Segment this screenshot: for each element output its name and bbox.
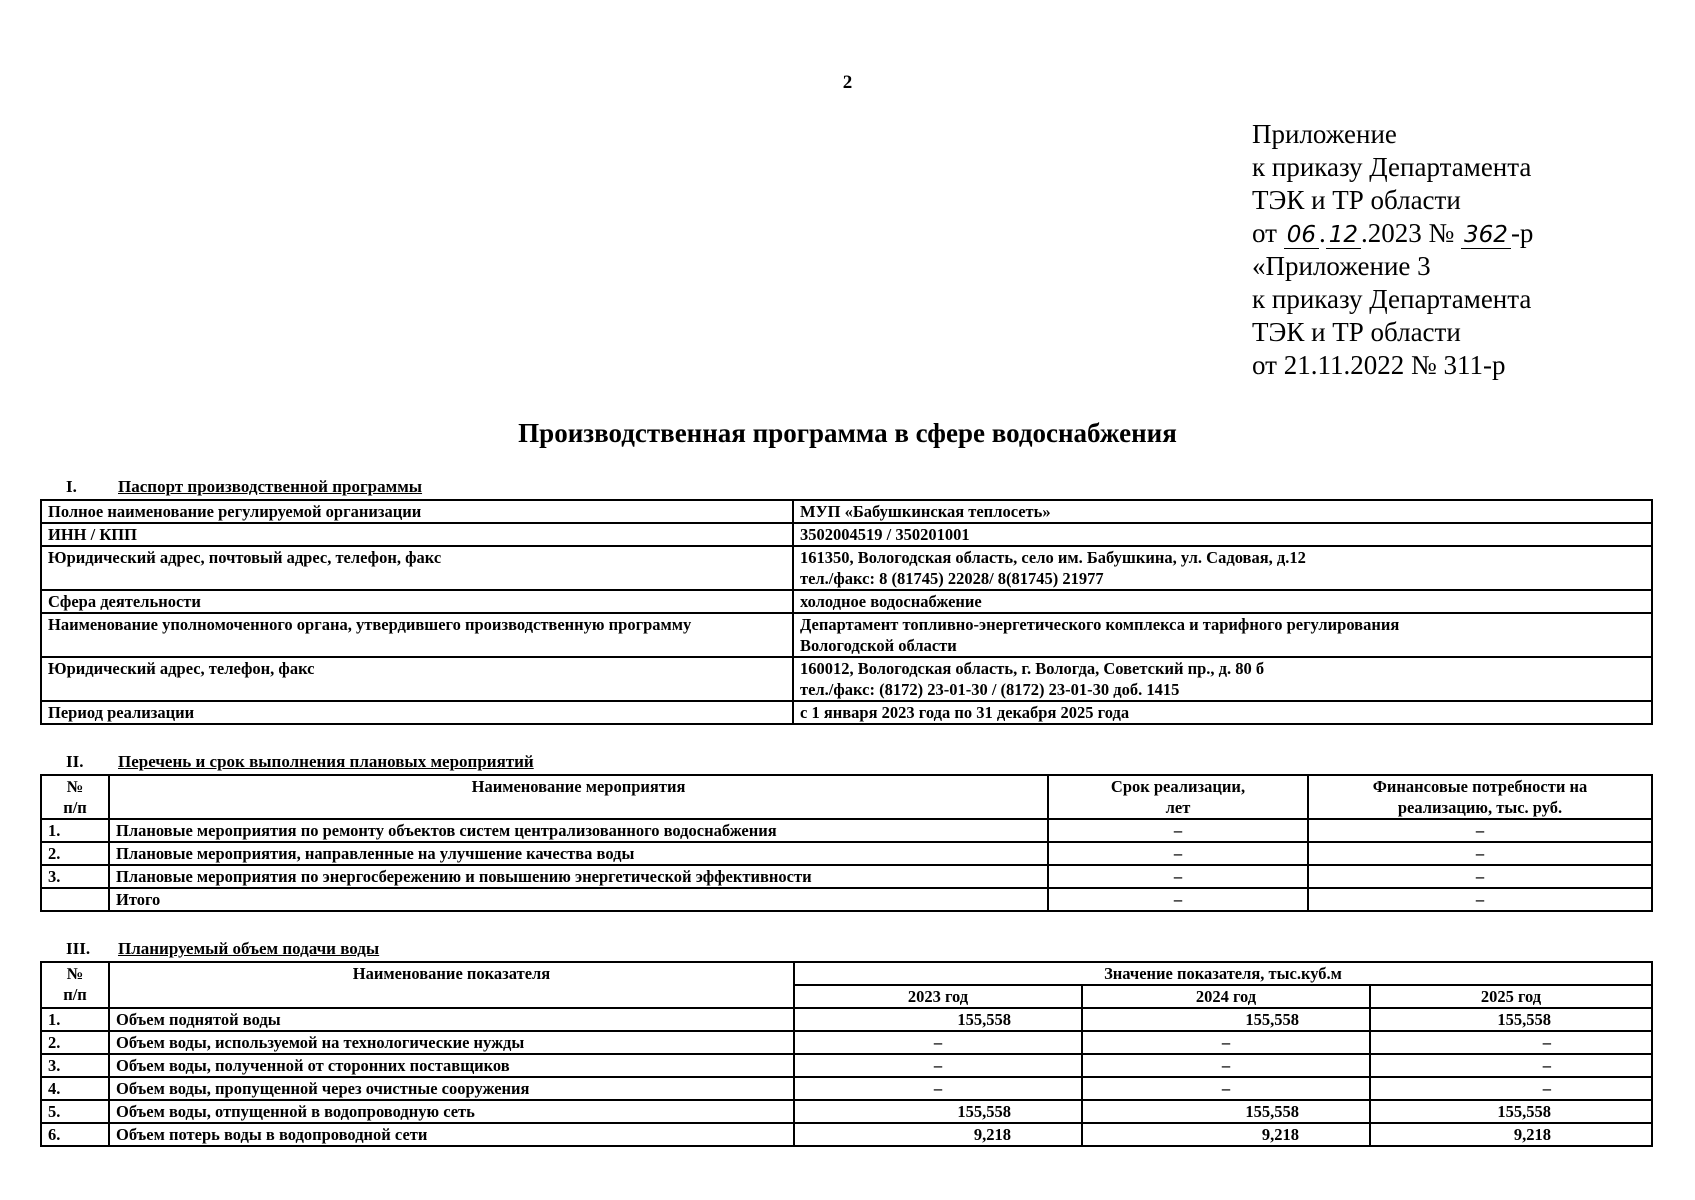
table-row — [41, 1031, 1652, 1054]
row-num: 1. — [41, 1008, 109, 1031]
passport-table — [40, 499, 1653, 725]
table-row — [41, 842, 1652, 865]
col-header-year: 2024 год — [1082, 985, 1370, 1008]
section-3-heading — [66, 939, 379, 959]
row-label: Полное наименование регулируемой организации — [41, 500, 793, 523]
table-row — [41, 701, 1652, 724]
row-finance: – — [1308, 888, 1652, 911]
row-term: – — [1048, 865, 1308, 888]
row-value-line: Вологодской области — [800, 636, 957, 655]
row-value: 3502004519 / 350201001 — [793, 523, 1652, 546]
row-value-2023: – — [794, 1077, 1082, 1100]
table-row — [41, 500, 1652, 523]
row-value: МУП «Бабушкинская теплосеть» — [793, 500, 1652, 523]
row-num: 1. — [41, 819, 109, 842]
col-header-name: Наименование мероприятия — [109, 775, 1048, 819]
row-name: Объем воды, используемой на технологические нужды — [109, 1031, 794, 1054]
section-title: Перечень и срок выполнения плановых мероприятий — [118, 752, 534, 771]
header-line: п/п — [63, 798, 87, 817]
row-name: Объем поднятой воды — [109, 1008, 794, 1031]
row-value-2023: 155,558 — [794, 1008, 1082, 1031]
order-year: .2023 № — [1361, 218, 1455, 248]
table-row — [41, 613, 1652, 657]
row-term: – — [1048, 819, 1308, 842]
row-name: Плановые мероприятия по энергосбережению и повышению энергетической эффективности — [109, 865, 1048, 888]
row-value-line: Департамент топливно-энергетического комплекса и тарифного регулирования — [800, 615, 1400, 634]
row-value-2024: – — [1082, 1054, 1370, 1077]
appendix-line: Приложение — [1252, 119, 1397, 149]
row-finance: – — [1308, 842, 1652, 865]
row-num: 4. — [41, 1077, 109, 1100]
row-name: Итого — [109, 888, 1048, 911]
row-name: Объем воды, пропущенной через очистные сооружения — [109, 1077, 794, 1100]
table-row — [41, 865, 1652, 888]
header-row — [41, 775, 1652, 819]
appendix-line: от 21.11.2022 № 311-р — [1252, 350, 1506, 380]
row-value-2024: – — [1082, 1031, 1370, 1054]
row-value — [793, 613, 1652, 657]
row-value-2024: – — [1082, 1077, 1370, 1100]
row-value-2025: – — [1370, 1077, 1652, 1100]
table-row — [41, 523, 1652, 546]
row-value-2023: 9,218 — [794, 1123, 1082, 1146]
row-num — [41, 888, 109, 911]
appendix-line: ТЭК и ТР области — [1252, 185, 1461, 215]
col-header-term — [1048, 775, 1308, 819]
row-value-2024: 9,218 — [1082, 1123, 1370, 1146]
header-line: реализацию, тыс. руб. — [1397, 798, 1563, 817]
row-label: Юридический адрес, телефон, факс — [41, 657, 793, 701]
row-value-line: тел./факс: 8 (81745) 22028/ 8(81745) 21977 — [800, 569, 1104, 588]
row-num: 2. — [41, 842, 109, 865]
order-month-handwritten: 12 — [1326, 222, 1361, 249]
table-row — [41, 1100, 1652, 1123]
row-value — [793, 546, 1652, 590]
appendix-line: к приказу Департамента — [1252, 152, 1532, 182]
section-1-heading — [66, 477, 422, 497]
header-row — [41, 962, 1652, 985]
document-title: Производственная программа в сфере водоснабжения — [518, 418, 1177, 448]
row-num: 3. — [41, 865, 109, 888]
table-row — [41, 1054, 1652, 1077]
order-prefix: от — [1252, 218, 1277, 248]
row-value-2024: 155,558 — [1082, 1008, 1370, 1031]
row-finance: – — [1308, 865, 1652, 888]
row-value — [793, 657, 1652, 701]
section-2-heading — [66, 752, 534, 772]
col-header-num — [41, 775, 109, 819]
header-line: № — [66, 964, 84, 983]
order-suffix: -р — [1510, 218, 1534, 248]
section-number: II. — [66, 752, 84, 771]
row-value-2025: 155,558 — [1370, 1008, 1652, 1031]
header-line: № — [66, 777, 84, 796]
col-header-name: Наименование показателя — [109, 962, 794, 1008]
table-row — [41, 888, 1652, 911]
row-value-2025: 155,558 — [1370, 1100, 1652, 1123]
appendix-line: «Приложение 3 — [1252, 251, 1431, 281]
row-name: Объем воды, отпущенной в водопроводную сеть — [109, 1100, 794, 1123]
row-name: Объем воды, полученной от сторонних поставщиков — [109, 1054, 794, 1077]
row-value-2023: 155,558 — [794, 1100, 1082, 1123]
row-value-2025: 9,218 — [1370, 1123, 1652, 1146]
header-line: Финансовые потребности на — [1372, 777, 1588, 796]
row-finance: – — [1308, 819, 1652, 842]
row-term: – — [1048, 842, 1308, 865]
header-line: лет — [1165, 798, 1191, 817]
row-label: Период реализации — [41, 701, 793, 724]
row-num: 3. — [41, 1054, 109, 1077]
row-value-line: тел./факс: (8172) 23-01-30 / (8172) 23-01-30 доб. 1415 — [800, 680, 1180, 699]
row-num: 2. — [41, 1031, 109, 1054]
row-num: 6. — [41, 1123, 109, 1146]
row-label: Сфера деятельности — [41, 590, 793, 613]
row-name: Плановые мероприятия по ремонту объектов систем централизованного водоснабжения — [109, 819, 1048, 842]
row-num: 5. — [41, 1100, 109, 1123]
row-value-2025: – — [1370, 1054, 1652, 1077]
col-header-year: 2025 год — [1370, 985, 1652, 1008]
table-row — [41, 1123, 1652, 1146]
row-name: Объем потерь воды в водопроводной сети — [109, 1123, 794, 1146]
row-name: Плановые мероприятия, направленные на улучшение качества воды — [109, 842, 1048, 865]
water-supply-table — [40, 961, 1653, 1147]
col-header-year: 2023 год — [794, 985, 1082, 1008]
header-line: п/п — [63, 985, 87, 1004]
row-value-line: 161350, Вологодская область, село им. Бабушкина, ул. Садовая, д.12 — [800, 548, 1306, 567]
row-term: – — [1048, 888, 1308, 911]
header-line: Срок реализации, — [1110, 777, 1246, 796]
row-value: холодное водоснабжение — [793, 590, 1652, 613]
col-header-finance — [1308, 775, 1652, 819]
table-row — [41, 1077, 1652, 1100]
measures-table — [40, 774, 1653, 912]
section-number: I. — [66, 477, 77, 496]
row-value: с 1 января 2023 года по 31 декабря 2025 года — [793, 701, 1652, 724]
section-number: III. — [66, 939, 91, 958]
row-value-line: 160012, Вологодская область, г. Вологда, Советский пр., д. 80 б — [800, 659, 1265, 678]
section-title: Планируемый объем подачи воды — [118, 939, 380, 958]
appendix-order-line: от 06 . 12 .2023 № 362 -р — [1252, 218, 1534, 248]
appendix-line: ТЭК и ТР области — [1252, 317, 1461, 347]
row-label: Наименование уполномоченного органа, утвердившего производственную программу — [41, 613, 793, 657]
order-day-handwritten: 06 — [1284, 222, 1319, 249]
row-label: ИНН / КПП — [41, 523, 793, 546]
row-value-2023: – — [794, 1054, 1082, 1077]
row-value-2024: 155,558 — [1082, 1100, 1370, 1123]
section-title: Паспорт производственной программы — [118, 477, 423, 496]
col-header-num — [41, 962, 109, 1008]
table-row — [41, 657, 1652, 701]
page-number: 2 — [842, 72, 853, 93]
table-row — [41, 819, 1652, 842]
appendix-block — [1252, 118, 1533, 382]
table-row — [41, 1008, 1652, 1031]
row-value-2023: – — [794, 1031, 1082, 1054]
row-label: Юридический адрес, почтовый адрес, телефон, факс — [41, 546, 793, 590]
row-value-2025: – — [1370, 1031, 1652, 1054]
table-row — [41, 546, 1652, 590]
appendix-line: к приказу Департамента — [1252, 284, 1532, 314]
table-row — [41, 590, 1652, 613]
col-header-value-group: Значение показателя, тыс.куб.м — [794, 962, 1652, 985]
order-number-handwritten: 362 — [1461, 222, 1511, 249]
